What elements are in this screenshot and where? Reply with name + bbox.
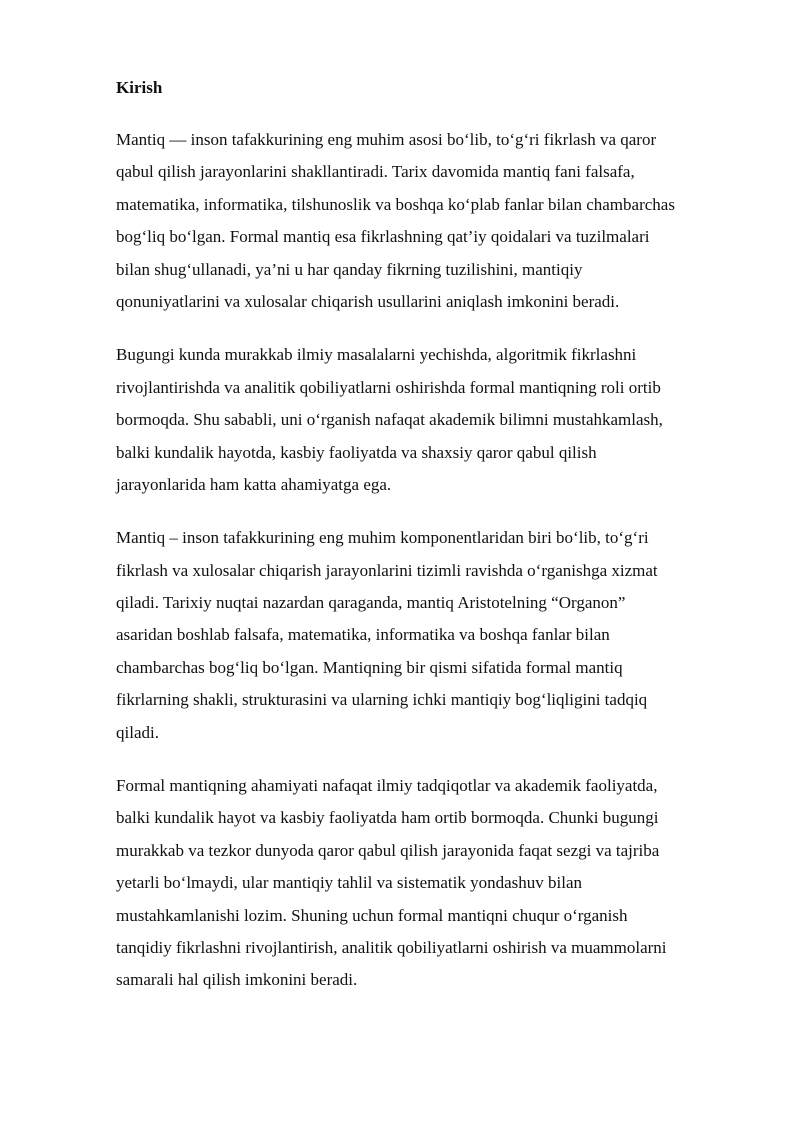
paragraph-2 bbox=[116, 339, 736, 501]
document-body bbox=[116, 72, 736, 997]
paragraph-line: Bugungi kunda murakkab ilmiy masalalarni yechishda, algoritmik fikrlashni bbox=[116, 345, 637, 365]
paragraph-line: jarayonlarida ham katta ahamiyatga ega. bbox=[116, 474, 392, 494]
paragraph-line: bilan shug‘ullanadi, ya’ni u har qanday fikrning tuzilishini, mantiqiy bbox=[116, 259, 583, 279]
paragraph-line: murakkab va tezkor dunyoda qaror qabul qilish jarayonida faqat sezgi va tajriba bbox=[116, 840, 660, 860]
paragraph-line: samarali hal qilish imkonini beradi. bbox=[116, 970, 358, 990]
paragraph-line: yetarli bo‘lmaydi, ular mantiqiy tahlil va sistematik yondashuv bilan bbox=[116, 873, 582, 893]
paragraph-line: rivojlantirishda va analitik qobiliyatlarni oshirishda formal mantiqning roli ortib bbox=[116, 377, 661, 397]
paragraph-line: fikrlash va xulosalar chiqarish jarayonlarini tizimli ravishda o‘rganishga xizmat bbox=[116, 560, 658, 580]
paragraph-line: bormoqda. Shu sababli, uni o‘rganish nafaqat akademik bilimni mustahkamlash, bbox=[116, 410, 663, 430]
paragraph-line: asaridan boshlab falsafa, matematika, informatika va boshqa fanlar bilan bbox=[116, 625, 610, 645]
paragraph-line: balki kundalik hayot va kasbiy faoliyatda ham ortib bormoqda. Chunki bugungi bbox=[116, 808, 659, 828]
paragraph-4 bbox=[116, 770, 736, 997]
paragraph-line: Formal mantiqning ahamiyati nafaqat ilmiy tadqiqotlar va akademik faoliyatda, bbox=[116, 776, 658, 796]
paragraph-line: chambarchas bog‘liq bo‘lgan. Mantiqning bir qismi sifatida formal mantiq bbox=[116, 657, 623, 677]
paragraph-line: fikrlarning shakli, strukturasini va ularning ichki mantiqiy bog‘liqligini tadqiq bbox=[116, 690, 648, 710]
paragraph-line: qabul qilish jarayonlarini shakllantiradi. Tarix davomida mantiq fani falsafa, bbox=[116, 162, 635, 182]
paragraph-3 bbox=[116, 522, 736, 749]
paragraph-line: balki kundalik hayotda, kasbiy faoliyatda va shaxsiy qaror qabul qilish bbox=[116, 442, 597, 462]
paragraph-line: mustahkamlanishi lozim. Shuning uchun formal mantiqni chuqur o‘rganish bbox=[116, 905, 628, 925]
paragraph-1 bbox=[116, 124, 736, 318]
paragraph-line: tanqidiy fikrlashni rivojlantirish, analitik qobiliyatlarni oshirish va muammolarni bbox=[116, 937, 667, 957]
section-heading: Kirish bbox=[116, 78, 163, 97]
paragraph-line: Mantiq — inson tafakkurining eng muhim asosi bo‘lib, to‘g‘ri fikrlash va qaror bbox=[116, 130, 657, 149]
paragraph-line: qiladi. bbox=[116, 722, 159, 742]
paragraph-line: Mantiq – inson tafakkurining eng muhim komponentlaridan biri bo‘lib, to‘g‘ri bbox=[116, 528, 649, 548]
paragraph-line: qonuniyatlarini va xulosalar chiqarish usullarini aniqlash imkonini beradi. bbox=[116, 291, 620, 311]
paragraph-line: qiladi. Tarixiy nuqtai nazardan qaraganda, mantiq Aristotelning “Organon” bbox=[116, 593, 626, 613]
paragraph-line: bog‘liq bo‘lgan. Formal mantiq esa fikrlashning qat’iy qoidalari va tuzilmalari bbox=[116, 227, 650, 247]
paragraph-line: matematika, informatika, tilshunoslik va boshqa ko‘plab fanlar bilan chambarchas bbox=[116, 194, 675, 214]
